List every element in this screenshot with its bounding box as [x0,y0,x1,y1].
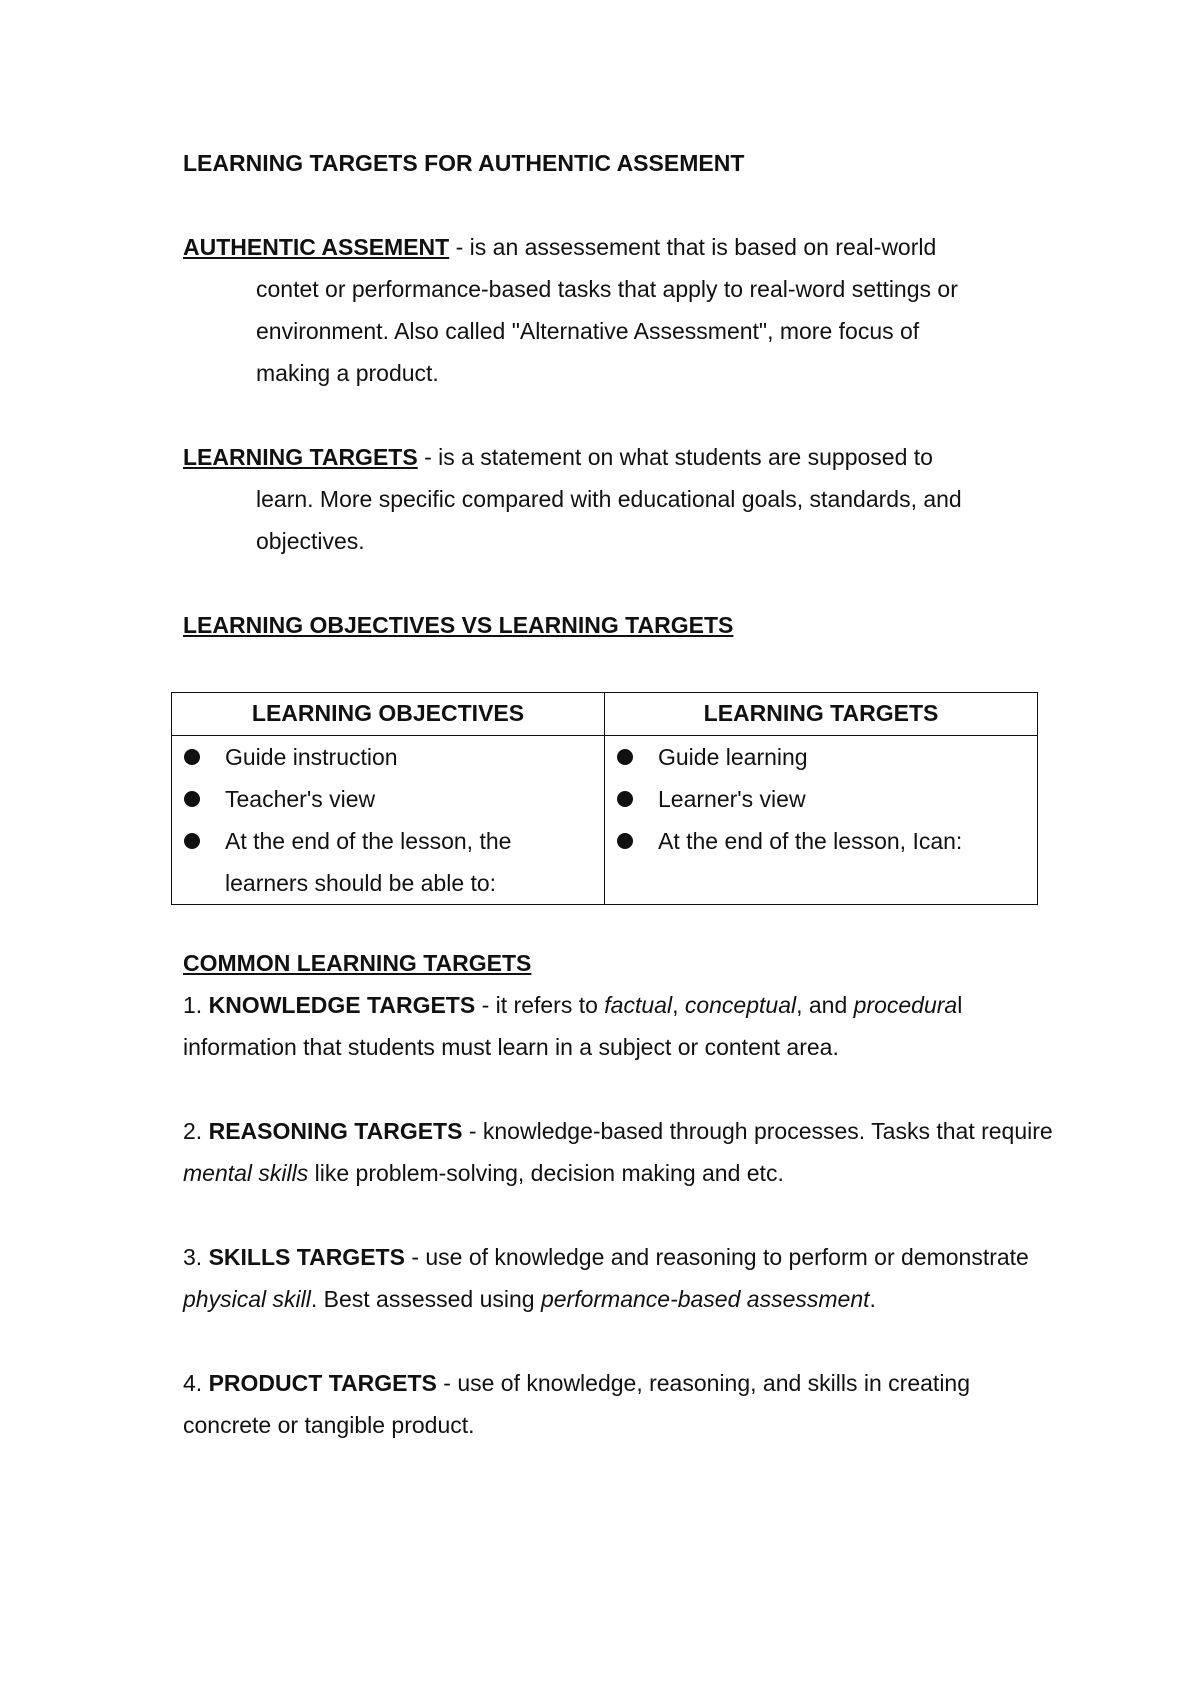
list-item-text: Learner's view [658,786,806,812]
definition-text: - is an assessement that is based on real-world [449,234,937,260]
item-number: 1. [183,992,209,1018]
item-text: l information that students must learn in a subject or content area. [183,992,963,1060]
table-header-row [172,693,1038,736]
list-item [172,820,604,904]
item-number: 4. [183,1370,209,1396]
item-text: . [869,1286,876,1312]
bullet-icon [184,833,200,849]
item-text: . Best assessed using [310,1286,541,1312]
knowledge-targets-item [183,984,1053,1068]
item-emphasis: factual [604,992,673,1018]
bullet-icon [184,791,200,807]
definition-first-line [183,436,1043,478]
bullet-icon [617,791,633,807]
item-emphasis: conceptual [684,992,797,1018]
item-emphasis: performance-based assessment [540,1286,870,1312]
item-emphasis: mental skills [183,1160,309,1186]
item-text: - use of knowledge and reasoning to perform or demonstrate [404,1244,1029,1270]
bullet-icon [617,749,633,765]
item-title: PRODUCT TARGETS [208,1370,437,1396]
item-title: SKILLS TARGETS [208,1244,405,1270]
column-header-objectives: LEARNING OBJECTIVES [172,693,605,736]
list-item [605,736,1037,778]
targets-cell [605,736,1038,905]
item-text: - knowledge-based through processes. Tasks that require [462,1118,1053,1144]
list-item-text: Teacher's view [225,786,376,812]
definition-learning-targets [183,436,1043,562]
definition-first-line [183,226,1043,268]
item-text: , [672,992,685,1018]
page-title: LEARNING TARGETS FOR AUTHENTIC ASSEMENT [183,150,745,176]
objectives-cell [172,736,605,905]
list-item-text: At the end of the lesson, the learners should be able to: [225,828,512,896]
item-title: KNOWLEDGE TARGETS [208,992,476,1018]
comparison-heading: LEARNING OBJECTIVES VS LEARNING TARGETS [183,612,734,638]
item-emphasis: physical skill [183,1286,311,1312]
definition-line: learn. More specific compared with educational goals, standards, and [256,486,962,512]
list-item-text: Guide learning [658,744,808,770]
definition-line: contet or performance-based tasks that apply to real-word settings or [256,276,958,302]
table-row [172,736,1038,905]
definition-text: - is a statement on what students are supposed to [417,444,933,470]
definition-line: environment. Also called "Alternative Assessment", more focus of [256,318,920,344]
item-text: , and [796,992,854,1018]
list-item [172,778,604,820]
list-item [172,736,604,778]
definition-line: making a product. [256,360,439,386]
skills-targets-item [183,1236,1053,1320]
bullet-icon [617,833,633,849]
item-emphasis: procedura [853,992,958,1018]
list-item-text: Guide instruction [225,744,398,770]
objectives-list [172,736,604,904]
column-header-targets: LEARNING TARGETS [605,693,1038,736]
product-targets-item [183,1362,1053,1446]
reasoning-targets-item [183,1110,1053,1194]
list-item [605,820,1037,862]
item-text: like problem-solving, decision making and etc. [308,1160,784,1186]
comparison-table [171,692,1038,905]
item-title: REASONING TARGETS [208,1118,463,1144]
definition-term: LEARNING TARGETS [183,444,418,470]
common-targets-section [183,942,1053,1446]
item-number: 3. [183,1244,209,1270]
bullet-icon [184,749,200,765]
item-number: 2. [183,1118,209,1144]
list-item-text: At the end of the lesson, Ican: [658,828,963,854]
item-text: - use of knowledge, reasoning, and skills in creating concrete or tangible product. [183,1370,971,1438]
definition-term: AUTHENTIC ASSEMENT [183,234,450,260]
list-item [605,778,1037,820]
definition-authentic-assessment [183,226,1043,394]
item-text: - it refers to [475,992,605,1018]
targets-list [605,736,1037,862]
intro-section [183,142,1043,646]
common-targets-heading: COMMON LEARNING TARGETS [183,950,532,976]
definition-line: objectives. [256,528,365,554]
